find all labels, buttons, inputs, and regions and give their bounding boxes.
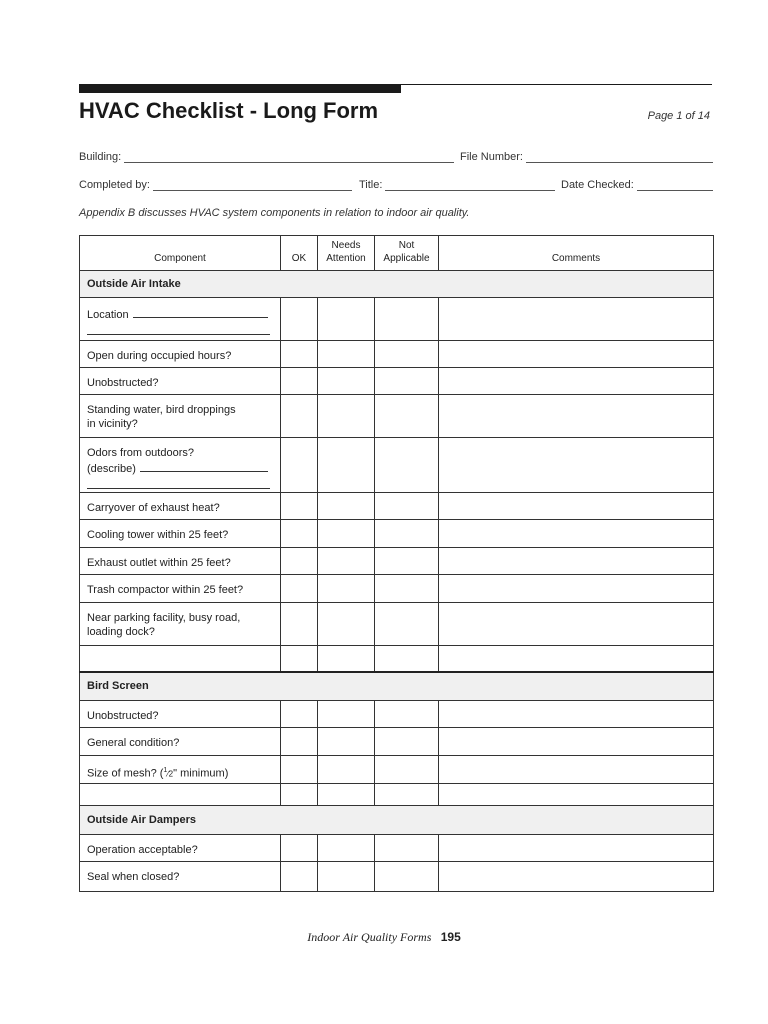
needs-attention-cell[interactable] [318,728,375,756]
table-row [80,575,714,603]
ok-cell[interactable] [281,298,318,341]
comments-cell[interactable] [439,756,714,784]
title-label: Title: [359,179,383,191]
needs-attention-cell[interactable] [318,298,375,341]
table-row [80,298,714,341]
col-component-header: Component [80,236,281,271]
table-row [80,728,714,756]
title-line[interactable] [385,179,555,191]
component-label-line2: in vicinity? [87,418,138,430]
not-applicable-cell[interactable] [375,395,439,438]
table-header-row [80,236,714,271]
file-number-line[interactable] [526,151,713,163]
comments-cell[interactable] [439,548,714,575]
comments-cell[interactable] [439,835,714,862]
component-cell: Cooling tower within 25 feet? [80,520,281,548]
building-line[interactable] [124,151,454,163]
needs-attention-cell[interactable] [318,756,375,784]
needs-attention-cell[interactable] [318,368,375,395]
comments-cell[interactable] [439,575,714,603]
section-title: Bird Screen [80,672,714,701]
table-row [80,395,714,438]
component-label: Location [87,309,129,321]
comments-cell[interactable] [439,368,714,395]
component-cell: Operation acceptable? [80,835,281,862]
table-row [80,756,714,784]
col-ok-header: OK [281,236,318,271]
date-checked-label: Date Checked: [561,179,634,191]
table-row [80,548,714,575]
not-applicable-cell[interactable] [375,520,439,548]
completed-by-field[interactable] [79,179,352,191]
needs-attention-cell[interactable] [318,862,375,892]
section-title: Outside Air Intake [80,271,714,298]
page-title: HVAC Checklist - Long Form [79,98,379,123]
odors-line-2[interactable] [87,479,270,489]
ok-cell[interactable] [281,728,318,756]
ok-cell[interactable] [281,575,318,603]
completed-by-line[interactable] [153,179,352,191]
header-rule-thin [401,84,712,85]
component-cell [80,756,281,784]
not-applicable-cell[interactable] [375,438,439,493]
ok-cell[interactable] [281,862,318,892]
component-cell [80,438,281,493]
not-applicable-cell[interactable] [375,493,439,520]
page-number: 195 [440,930,461,944]
ok-cell[interactable] [281,438,318,493]
component-cell: Unobstructed? [80,701,281,728]
table-row [80,603,714,646]
building-label: Building: [79,151,122,163]
col-not-applicable-header [375,236,439,271]
ok-cell[interactable] [281,603,318,646]
comments-cell[interactable] [439,862,714,892]
na-line2: Applicable [383,253,430,264]
section-row [80,271,714,298]
component-cell: Open during occupied hours? [80,341,281,368]
location-line-2[interactable] [87,325,270,335]
comments-cell[interactable] [439,438,714,493]
date-checked-field[interactable] [561,179,713,191]
needs-attention-cell[interactable] [318,438,375,493]
publication-title: Indoor Air Quality Forms [307,930,432,944]
table-row [80,646,714,672]
component-cell: Seal when closed? [80,862,281,892]
title-field[interactable] [359,179,555,191]
component-cell [80,603,281,646]
component-cell: Exhaust outlet within 25 feet? [80,548,281,575]
ok-cell[interactable] [281,341,318,368]
completed-row [79,179,713,195]
needs-attention-cell[interactable] [318,341,375,368]
ok-cell[interactable] [281,784,318,806]
needs-attention-cell[interactable] [318,784,375,806]
not-applicable-cell[interactable] [375,298,439,341]
col-needs-attention-header [318,236,375,271]
component-cell [80,298,281,341]
ok-cell[interactable] [281,646,318,672]
component-cell[interactable] [80,784,281,806]
table-row [80,835,714,862]
na-line1: Not [398,240,415,251]
date-checked-line[interactable] [637,179,713,191]
comments-cell[interactable] [439,646,714,672]
not-applicable-cell[interactable] [375,862,439,892]
section-row [80,806,714,835]
not-applicable-cell[interactable] [375,341,439,368]
page-indicator: Page 1 of 14 [647,110,710,122]
ok-cell[interactable] [281,395,318,438]
ok-cell[interactable] [281,493,318,520]
component-label-line2: loading dock? [87,626,155,638]
table-row [80,862,714,892]
not-applicable-cell[interactable] [375,603,439,646]
component-cell [80,395,281,438]
component-cell[interactable] [80,646,281,672]
not-applicable-cell[interactable] [375,756,439,784]
table-row [80,438,714,493]
not-applicable-cell[interactable] [375,784,439,806]
section-row [80,672,714,701]
file-number-field[interactable] [460,151,713,163]
ok-cell[interactable] [281,835,318,862]
needs-attention-cell[interactable] [318,520,375,548]
comments-cell[interactable] [439,603,714,646]
completed-by-label: Completed by: [79,179,150,191]
component-label-line2: (describe) [87,463,136,475]
ok-cell[interactable] [281,520,318,548]
needs-line2: Attention [326,253,366,264]
building-row [79,151,713,167]
needs-attention-cell[interactable] [318,646,375,672]
appendix-note: Appendix B discusses HVAC system components in relation to indoor air quality. [79,207,470,219]
not-applicable-cell[interactable] [375,728,439,756]
not-applicable-cell[interactable] [375,368,439,395]
needs-attention-cell[interactable] [318,493,375,520]
mesh-suffix: " minimum) [173,767,229,780]
location-line[interactable] [133,306,268,318]
checklist-table [79,235,714,892]
ok-cell[interactable] [281,368,318,395]
not-applicable-cell[interactable] [375,575,439,603]
not-applicable-cell[interactable] [375,701,439,728]
page-footer [0,930,768,945]
not-applicable-cell[interactable] [375,835,439,862]
comments-cell[interactable] [439,520,714,548]
mesh-prefix: Size of mesh? ( [87,767,164,780]
component-cell: Carryover of exhaust heat? [80,493,281,520]
table-row [80,368,714,395]
component-cell: Unobstructed? [80,368,281,395]
table-row [80,701,714,728]
ok-cell[interactable] [281,548,318,575]
not-applicable-cell[interactable] [375,548,439,575]
file-number-label: File Number: [460,151,523,163]
table-row [80,493,714,520]
not-applicable-cell[interactable] [375,646,439,672]
ok-cell[interactable] [281,756,318,784]
needs-attention-cell[interactable] [318,701,375,728]
building-field[interactable] [79,151,454,163]
needs-line1: Needs [331,240,361,251]
needs-attention-cell[interactable] [318,548,375,575]
section-title: Outside Air Dampers [80,806,714,835]
needs-attention-cell[interactable] [318,575,375,603]
col-comments-header: Comments [439,236,714,271]
header-rule-thick [79,84,401,93]
needs-attention-cell[interactable] [318,395,375,438]
component-label-line1: Standing water, bird droppings [87,404,236,416]
odors-line[interactable] [140,460,268,472]
mesh-fraction-num: 1 [163,767,168,774]
table-row [80,784,714,806]
comments-cell[interactable] [439,298,714,341]
comments-cell[interactable] [439,493,714,520]
table-row [80,341,714,368]
ok-cell[interactable] [281,701,318,728]
comments-cell[interactable] [439,728,714,756]
comments-cell[interactable] [439,701,714,728]
component-cell: Trash compactor within 25 feet? [80,575,281,603]
comments-cell[interactable] [439,341,714,368]
component-cell: General condition? [80,728,281,756]
needs-attention-cell[interactable] [318,603,375,646]
table-row [80,520,714,548]
comments-cell[interactable] [439,784,714,806]
component-label-line1: Near parking facility, busy road, [87,612,241,624]
needs-attention-cell[interactable] [318,835,375,862]
mesh-fraction-den: ⁄2 [167,769,174,779]
comments-cell[interactable] [439,395,714,438]
component-label-line1: Odors from outdoors? [87,447,194,459]
